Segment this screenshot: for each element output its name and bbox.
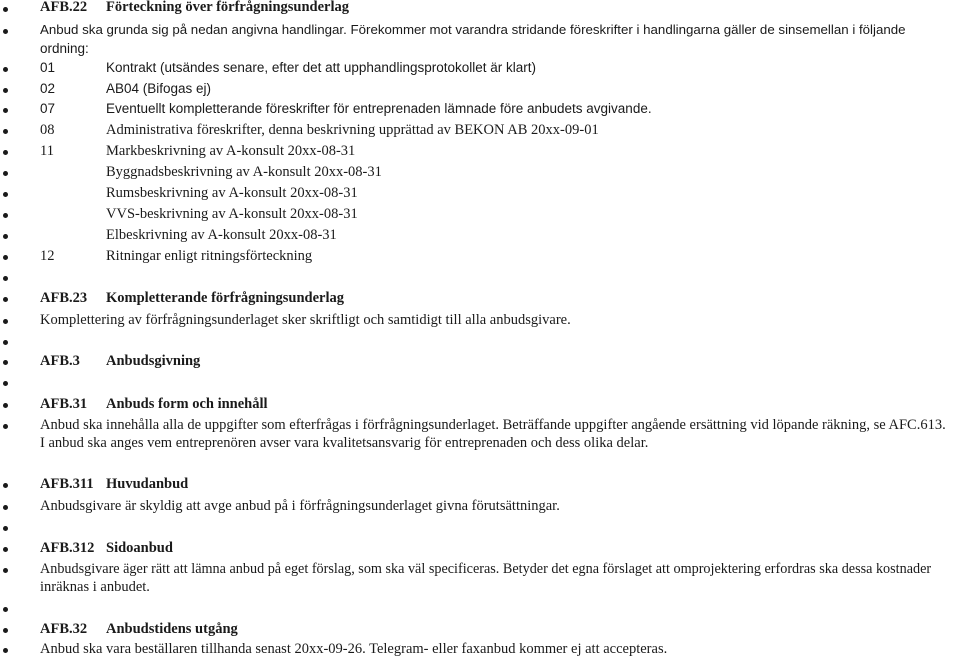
item-text: VVS-beskrivning av A-konsult 20xx-08-31 [106, 206, 358, 222]
item-text: Administrativa föreskrifter, denna beskrivning upprättad av BEKON AB 20xx-09-01 [106, 122, 599, 138]
heading-code: AFB.32 [40, 621, 88, 637]
paragraph-text: inräknas i anbudet. [40, 579, 150, 595]
heading-code: AFB.311 [40, 476, 94, 492]
bullet [3, 7, 8, 12]
paragraph-text: Anbud ska grunda sig på nedan angivna handlingar. Förekommer mot varandra stridande föreskrifter i handlingarna gäller de sinsemellan i följande [40, 22, 906, 37]
heading-title: Anbudstidens utgång [106, 621, 238, 637]
heading-code: AFB.22 [40, 0, 88, 15]
paragraph-text: Anbudsgivare äger rätt att lämna anbud på eget förslag, som ska väl specificeras. Betyder det egna förslaget att omprojektering erfordras ska dessa kostnader [40, 561, 932, 577]
bullet [3, 213, 8, 218]
heading-code: AFB.31 [40, 396, 88, 412]
heading-code: AFB.23 [40, 290, 88, 306]
heading-title: Huvudanbud [106, 476, 189, 492]
bullet [3, 234, 8, 239]
bullet [3, 255, 8, 260]
item-number: 01 [40, 60, 56, 75]
paragraph-text: Anbud ska innehålla alla de uppgifter som efterfrågas i förfrågningsunderlaget. Beträffande uppgifter angående ersättning vid löpande räkning, se AFC.613. [40, 417, 946, 433]
paragraph-text: Anbud ska vara beställaren tillhanda senast 20xx-09-26. Telegram- eller faxanbud kommer ej att accepteras. [40, 641, 668, 657]
bullet [3, 171, 8, 176]
bullet [3, 297, 8, 302]
item-text: Markbeskrivning av A-konsult 20xx-08-31 [106, 143, 356, 159]
bullet [3, 648, 8, 653]
heading-title: Förteckning över förfrågningsunderlag [106, 0, 349, 15]
item-text: Byggnadsbeskrivning av A-konsult 20xx-08-31 [106, 164, 382, 180]
bullet [3, 29, 8, 34]
bullet [3, 381, 8, 386]
bullet [3, 67, 8, 72]
heading-code: AFB.3 [40, 353, 80, 369]
bullet [3, 505, 8, 510]
paragraph-text: Anbudsgivare är skyldig att avge anbud på i förfrågningsunderlaget givna förutsättningar. [40, 498, 560, 514]
bullet [3, 108, 8, 113]
item-text: AB04 (Bifogas ej) [106, 81, 212, 96]
item-text: Ritningar enligt ritningsförteckning [106, 248, 313, 264]
heading-code: AFB.312 [40, 540, 95, 556]
item-text: Elbeskrivning av A-konsult 20xx-08-31 [106, 227, 337, 243]
item-number: 08 [40, 122, 55, 138]
item-number: 12 [40, 248, 55, 264]
heading-title: Anbudsgivning [106, 353, 201, 369]
bullet [3, 340, 8, 345]
bullet [3, 192, 8, 197]
bullet [3, 150, 8, 155]
bullet [3, 483, 8, 488]
item-number: 11 [40, 143, 54, 159]
bullet [3, 319, 8, 324]
bullet [3, 129, 8, 134]
bullet [3, 568, 8, 573]
bullet [3, 424, 8, 429]
bullet [3, 547, 8, 552]
item-text: Rumsbeskrivning av A-konsult 20xx-08-31 [106, 185, 358, 201]
bullet [3, 628, 8, 633]
bullet [3, 526, 8, 531]
paragraph-text: I anbud ska anges vem entreprenören avser vara kvalitetsansvarig för entreprenaden och dess olika delar. [40, 435, 649, 451]
item-text: Kontrakt (utsändes senare, efter det att upphandlingsprotokollet är klart) [106, 60, 536, 75]
bullet [3, 276, 8, 281]
bullet [3, 88, 8, 93]
paragraph-text: Komplettering av förfrågningsunderlaget sker skriftligt och samtidigt till alla anbudsgivare. [40, 312, 571, 328]
heading-title: Sidoanbud [106, 540, 173, 556]
bullet [3, 360, 8, 365]
item-text: Eventuellt kompletterande föreskrifter för entreprenaden lämnade före anbudets avgivande. [106, 101, 652, 116]
item-number: 02 [40, 81, 56, 96]
heading-title: Anbuds form och innehåll [106, 396, 268, 412]
paragraph-text: ordning: [40, 41, 89, 56]
item-number: 07 [40, 101, 56, 116]
heading-title: Kompletterande förfrågningsunderlag [106, 290, 345, 306]
bullet [3, 403, 8, 408]
bullet [3, 607, 8, 612]
